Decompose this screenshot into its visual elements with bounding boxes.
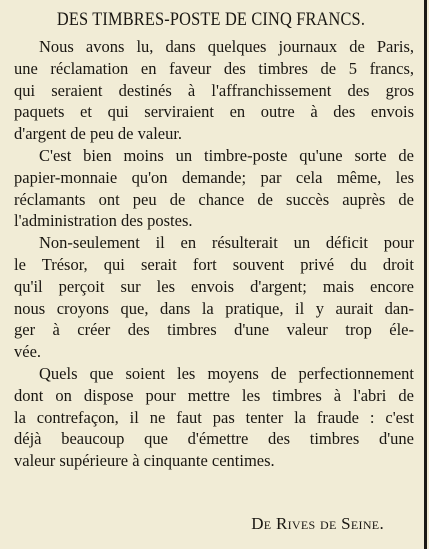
text-line: le Trésor, qui serait fort souvent privé du droit [14,254,414,274]
text-line: paquets et qui serviraient en outre à des envois [14,102,414,122]
paragraph-3 [14,232,414,363]
text-line: d'argent de peu de valeur. [14,124,183,144]
text-line: Non-seulement il en résulterait un déficit pour [39,233,414,253]
column-rule [424,0,427,549]
text-line: qu'il perçoit sur les envois d'argent; mais encore [14,276,414,296]
text-line: l'administration des postes. [14,211,193,231]
text-line: Nous avons lu, dans quelques journaux de Paris, [39,37,414,56]
text-line: nous croyons que, dans la pratique, il y aurait dan- [14,298,414,318]
text-line: la contrefaçon, il ne faut pas tenter la fraude : c'est [14,407,414,427]
text-line: valeur supérieure à cinquante centimes. [14,451,275,471]
article-title: DES TIMBRES-POSTE DE CINQ FRANCS. [56,9,366,30]
text-line: vée. [14,342,42,362]
text-line: C'est bien moins un timbre-poste qu'une sorte de [39,145,414,165]
text-line: papier-monnaie qu'on demande; par cela même, les [14,167,414,187]
text-line: dont on dispose pour mettre les timbres à l'abri de [14,385,414,405]
article-body [14,36,414,472]
text-line: réclamants ont peu de chance de succès auprès de [14,189,414,209]
paragraph-2 [14,145,414,232]
text-line: une réclamation en faveur des timbres de 5 francs, [14,58,414,78]
article-signature: De Rives de Seine. [251,514,384,533]
text-line: Quels que soient les moyens de perfectionnement [39,363,414,383]
paragraph-4 [14,363,414,472]
text-line: ger à créer des timbres d'une valeur trop éle- [14,320,414,340]
text-line: qui seraient destinés à l'affranchissement des gros [14,80,414,100]
paragraph-1 [14,36,414,145]
text-line: déjà beaucoup que d'émettre des timbres d'une [14,429,414,449]
